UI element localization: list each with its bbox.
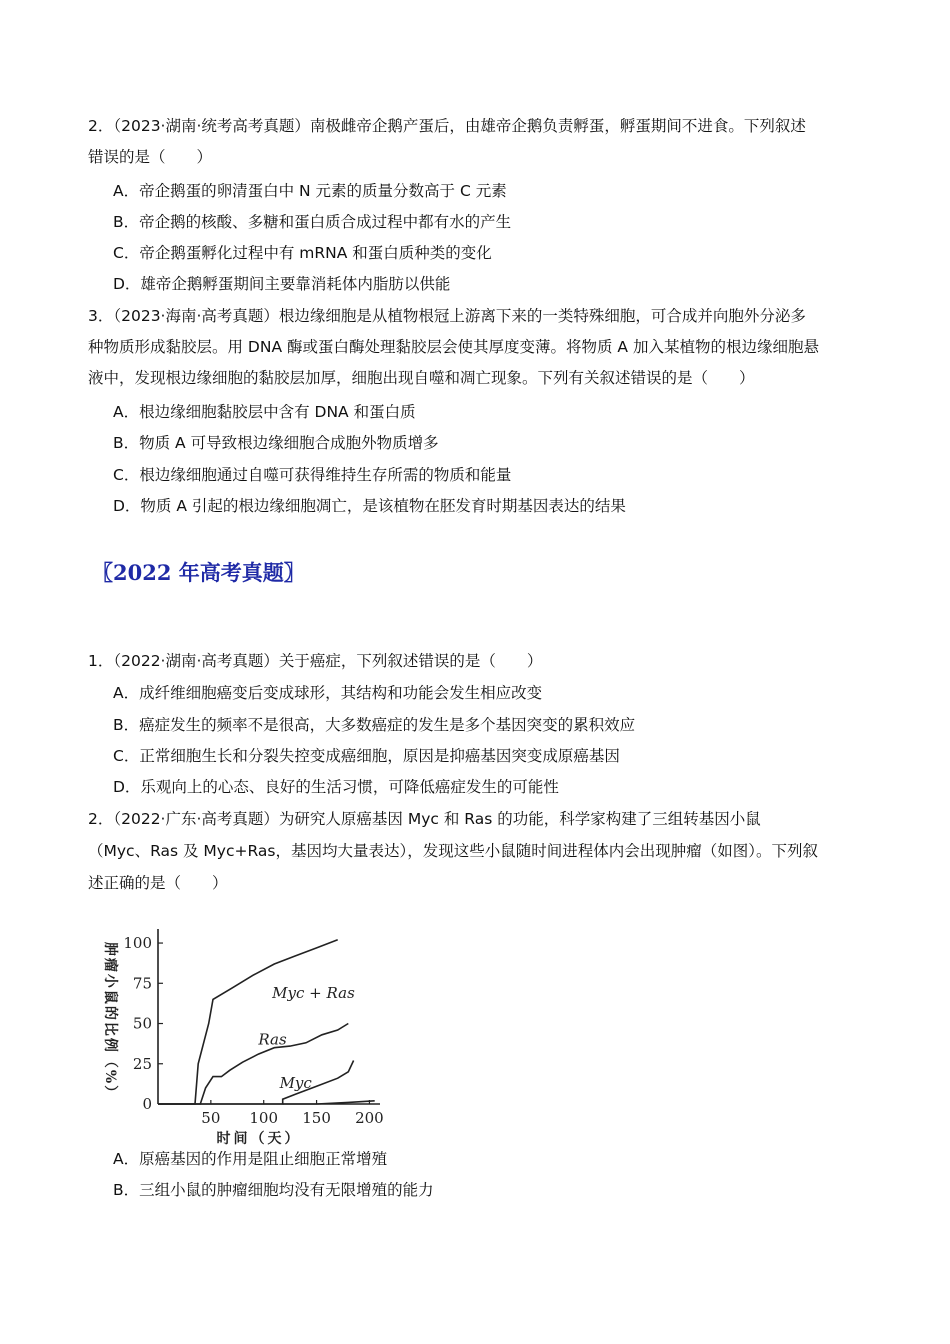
y-tick-label: 75 xyxy=(132,974,152,993)
option-b: B．三组小鼠的肿瘤细胞均没有无限增殖的能力 xyxy=(113,1181,434,1199)
y-tick-label: 100 xyxy=(123,934,152,953)
question-stem: 2．（2022·广东·高考真题）为研究人原癌基因 Myc 和 Ras 的功能，科学家构建了三组转基因小鼠 xyxy=(88,810,761,828)
chart-axes xyxy=(123,929,383,1127)
option-a: A．成纤维细胞癌变后变成球形，其结构和功能会发生相应改变 xyxy=(113,684,543,702)
x-tick-label: 200 xyxy=(355,1109,384,1127)
option-b: B．帝企鹅的核酸、多糖和蛋白质合成过程中都有水的产生 xyxy=(113,213,512,231)
chart-series xyxy=(158,940,375,1104)
x-tick-label: 100 xyxy=(249,1109,279,1127)
question-stem: 2．（2023·湖南·统考高考真题）南极雌帝企鹅产蛋后，由雄帝企鹅负责孵蛋，孵蛋期间不进食。下列叙述 xyxy=(88,117,806,135)
option-b: B．癌症发生的频率不是很高，大多数癌症的发生是多个基因突变的累积效应 xyxy=(113,716,636,734)
series-annotation: Ras xyxy=(258,1030,287,1049)
question-stem: 液中，发现根边缘细胞的黏胶层加厚，细胞出现自噬和凋亡现象。下列有关叙述错误的是（ ） xyxy=(88,369,755,387)
series-annotation: Myc + Ras xyxy=(272,983,355,1002)
series-annotation: Myc xyxy=(279,1073,312,1092)
section-title: 〖2022 年高考真题〗 xyxy=(92,560,305,585)
x-axis-title: 时间（天） xyxy=(216,1131,302,1147)
x-tick-label: 50 xyxy=(201,1109,221,1127)
option-b: B．物质 A 可导致根边缘细胞合成胞外物质增多 xyxy=(113,434,439,452)
series-line-ras xyxy=(158,1024,348,1105)
y-axis-title: 肿瘤小鼠的比例（%） xyxy=(102,941,118,1102)
option-a: A．根边缘细胞黏胶层中含有 DNA 和蛋白质 xyxy=(113,403,416,421)
x-tick-label: 150 xyxy=(302,1109,331,1127)
option-c: C．正常细胞生长和分裂失控变成癌细胞，原因是抑癌基因突变成原癌基因 xyxy=(113,747,620,765)
y-tick-label: 25 xyxy=(132,1054,152,1073)
option-a: A．帝企鹅蛋的卵清蛋白中 N 元素的质量分数高于 C 元素 xyxy=(113,182,507,200)
option-d: D．物质 A 引起的根边缘细胞凋亡，是该植物在胚发育时期基因表达的结果 xyxy=(113,497,626,515)
question-stem: 错误的是（ ） xyxy=(88,148,213,166)
series-line-myc xyxy=(158,1061,354,1105)
y-tick-label: 50 xyxy=(132,1014,152,1033)
option-a: A．原癌基因的作用是阻止细胞正常增殖 xyxy=(113,1150,388,1168)
question-stem: （Myc、Ras 及 Myc+Ras，基因均大量表达），发现这些小鼠随时间进程体内会出现肿瘤（如图）。下列叙 xyxy=(88,842,818,860)
option-d: D．乐观向上的心态、良好的生活习惯，可降低癌症发生的可能性 xyxy=(113,778,559,796)
option-d: D．雄帝企鹅孵蛋期间主要靠消耗体内脂肪以供能 xyxy=(113,275,451,293)
question-stem: 种物质形成黏胶层。用 DNA 酶或蛋白酶处理黏胶层会使其厚度变薄。将物质 A 加入某植物的根边缘细胞悬 xyxy=(88,338,819,356)
tumor-incidence-chart xyxy=(88,918,388,1147)
option-c: C．根边缘细胞通过自噬可获得维持生存所需的物质和能量 xyxy=(113,466,512,484)
question-stem: 述正确的是（ ） xyxy=(88,874,228,892)
question-stem: 3．（2023·海南·高考真题）根边缘细胞是从植物根冠上游离下来的一类特殊细胞，可合成并向胞外分泌多 xyxy=(88,307,806,325)
option-c: C．帝企鹅蛋孵化过程中有 mRNA 和蛋白质种类的变化 xyxy=(113,244,492,262)
question-stem: 1．（2022·湖南·高考真题）关于癌症，下列叙述错误的是（ ） xyxy=(88,652,543,670)
y-tick-label: 0 xyxy=(142,1095,152,1113)
